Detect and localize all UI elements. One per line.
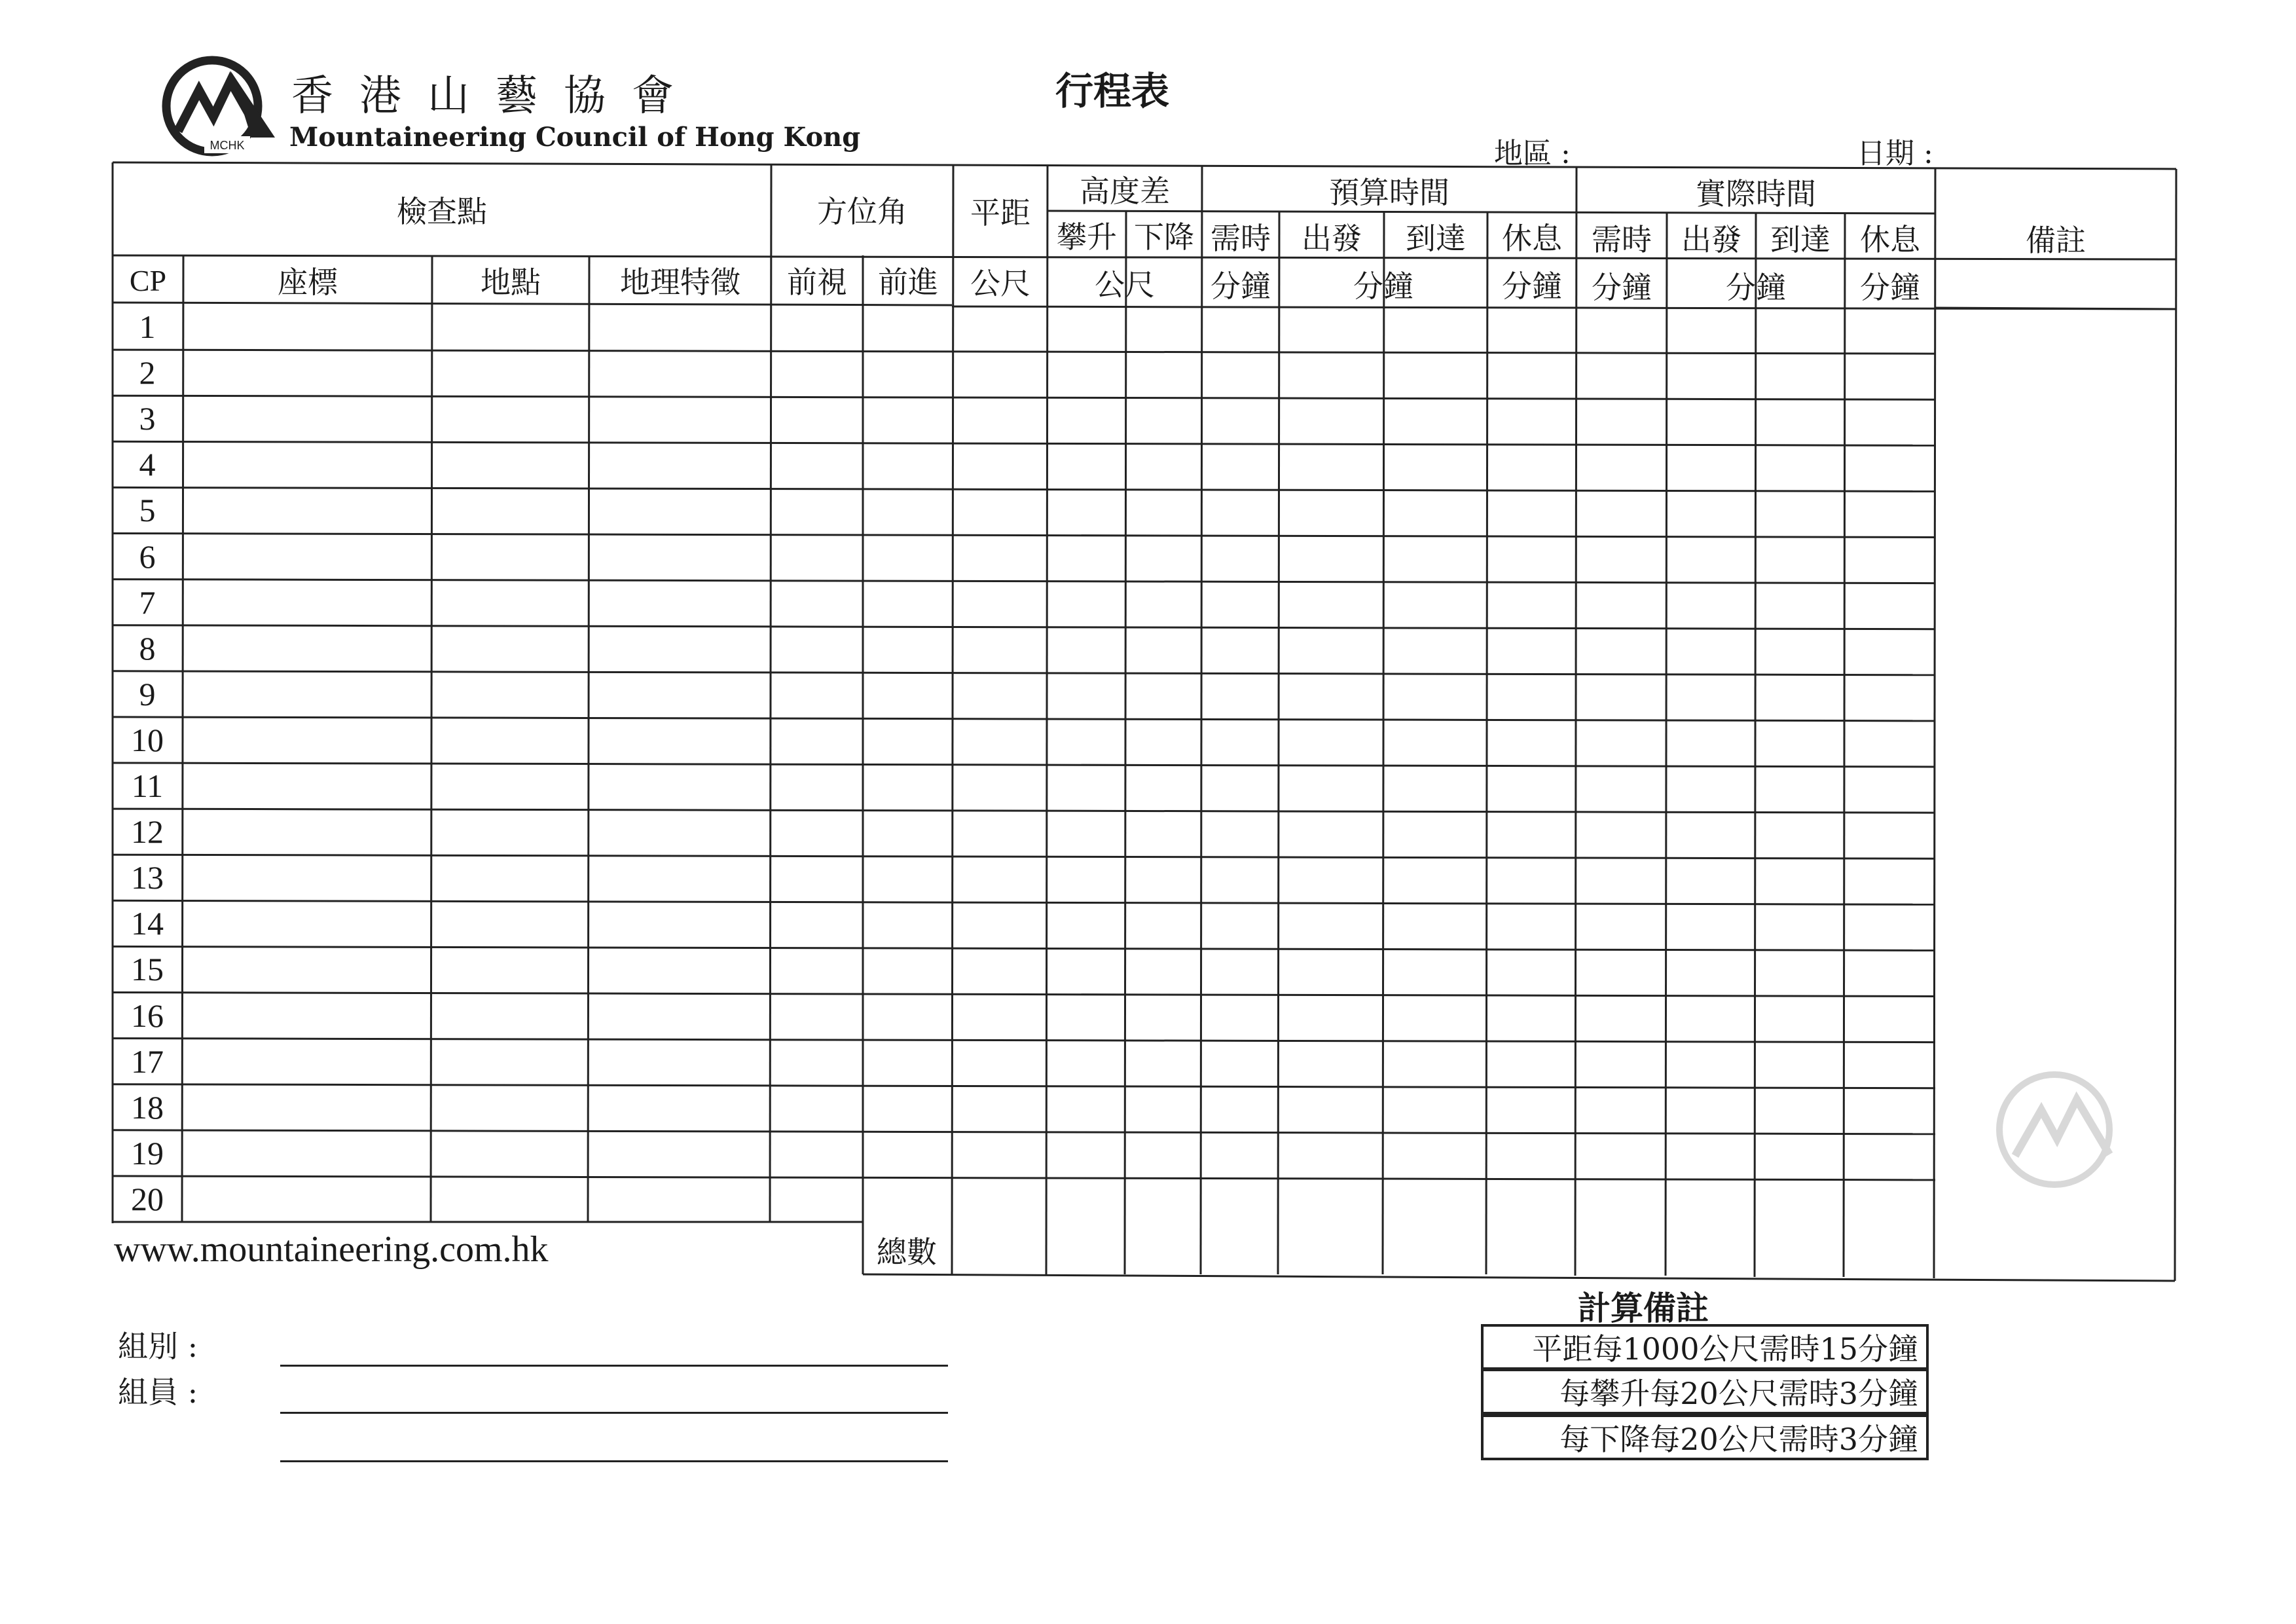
header-planned-time-unit: 分鐘 — [1353, 268, 1413, 304]
row-number: 3 — [139, 400, 156, 437]
row-number: 16 — [131, 997, 164, 1034]
svg-text:MCHK: MCHK — [210, 139, 245, 152]
row-divider — [113, 487, 1935, 491]
header-actual-time-unit: 分鐘 — [1726, 270, 1786, 305]
seal-watermark-icon — [1989, 1058, 2133, 1202]
row-number: 2 — [139, 354, 156, 392]
row-divider — [113, 946, 1935, 950]
row-divider — [113, 671, 1935, 675]
row-divider — [113, 396, 1935, 399]
header-planned-time: 預算時間 — [1329, 175, 1449, 210]
row-divider — [113, 441, 1935, 445]
org-name-chinese: 香港山藝協會 — [291, 72, 700, 120]
header-planned-needed: 需時 — [1211, 221, 1271, 256]
org-name-english: Mountaineering Council of Hong Kong — [289, 122, 861, 153]
header-height-diff: 高度差 — [1080, 174, 1170, 209]
row-number: 6 — [139, 538, 156, 575]
row-number: 5 — [139, 492, 156, 529]
row-divider — [113, 1084, 1935, 1088]
row-divider — [113, 900, 1935, 904]
header-forward-move: 前進 — [878, 265, 938, 300]
header-height-unit: 公尺 — [1095, 267, 1155, 303]
header-actual-needed-unit: 分鐘 — [1592, 270, 1652, 305]
header-ascent: 攀升 — [1057, 219, 1117, 255]
row-divider — [113, 717, 1935, 721]
row-number: 19 — [131, 1134, 164, 1172]
row-divider — [113, 1039, 1935, 1043]
header-checkpoint: 檢查點 — [397, 194, 487, 229]
calc-note: 每下降每20公尺需時3分鐘 — [1481, 1414, 1929, 1460]
header-cp: CP — [129, 263, 167, 297]
header-planned-needed-unit: 分鐘 — [1211, 268, 1271, 304]
row-divider — [113, 580, 1935, 583]
calc-note: 每攀升每20公尺需時3分鐘 — [1481, 1369, 1929, 1414]
row-number: 15 — [131, 951, 164, 988]
row-number: 18 — [131, 1088, 164, 1126]
row-divider — [113, 855, 1935, 858]
members-input-line-2[interactable] — [280, 1460, 948, 1462]
page-title: 行程表 — [1055, 69, 1170, 113]
row-number: 9 — [139, 675, 156, 712]
row-divider — [113, 809, 1935, 813]
website-url[interactable]: www.mountaineering.com.hk — [114, 1229, 549, 1270]
row-divider — [113, 625, 1935, 629]
row-divider — [113, 993, 1935, 997]
row-number: 14 — [131, 905, 164, 942]
row-number: 17 — [131, 1043, 164, 1080]
row-divider — [113, 763, 1935, 767]
header-planned-rest-unit: 分鐘 — [1502, 268, 1562, 304]
header-feature: 地理特徵 — [620, 265, 740, 300]
header-descent: 下降 — [1134, 219, 1194, 255]
date-label: 日期 : — [1857, 137, 1933, 170]
row-number: 12 — [131, 813, 164, 851]
row-number: 20 — [131, 1180, 164, 1217]
row-divider — [113, 1130, 1935, 1134]
row-number: 11 — [131, 767, 164, 805]
row-divider — [113, 350, 1935, 354]
header-actual-arrive: 到達 — [1770, 222, 1831, 257]
header-actual-time: 實際時間 — [1696, 176, 1816, 212]
header-remarks: 備註 — [2026, 223, 2086, 258]
header-distance: 平距 — [970, 195, 1030, 231]
header-planned-rest: 休息 — [1502, 221, 1562, 256]
header-actual-needed: 需時 — [1592, 222, 1652, 257]
header-actual-rest: 休息 — [1860, 222, 1920, 257]
header-actual-depart: 出發 — [1681, 222, 1741, 257]
header-distance-unit: 公尺 — [970, 266, 1030, 301]
calc-note: 平距每1000公尺需時15分鐘 — [1481, 1324, 1929, 1370]
row-number: 1 — [139, 308, 156, 346]
header-actual-rest-unit: 分鐘 — [1860, 270, 1920, 305]
row-number: 13 — [131, 859, 164, 896]
region-label: 地區 : — [1494, 137, 1571, 170]
row-number: 10 — [131, 721, 164, 758]
row-number: 4 — [139, 446, 156, 483]
row-divider — [113, 1176, 1935, 1180]
group-label: 組別 : — [118, 1329, 198, 1364]
total-label: 總數 — [877, 1234, 937, 1270]
header-location: 地點 — [481, 265, 541, 300]
row-number: 8 — [139, 629, 156, 667]
header-bearing: 方位角 — [817, 194, 907, 229]
members-label: 組員 : — [118, 1375, 198, 1410]
row-number: 7 — [139, 583, 156, 621]
members-input-line-1[interactable] — [280, 1412, 948, 1414]
header-grid-ref: 座標 — [278, 265, 338, 300]
header-planned-arrive: 到達 — [1406, 221, 1466, 256]
group-input-line[interactable] — [280, 1365, 948, 1367]
header-forward-sight: 前視 — [787, 265, 847, 300]
row-divider — [113, 534, 1935, 538]
header-planned-depart: 出發 — [1302, 221, 1362, 256]
calc-notes-title: 計算備註 — [1578, 1289, 1709, 1327]
